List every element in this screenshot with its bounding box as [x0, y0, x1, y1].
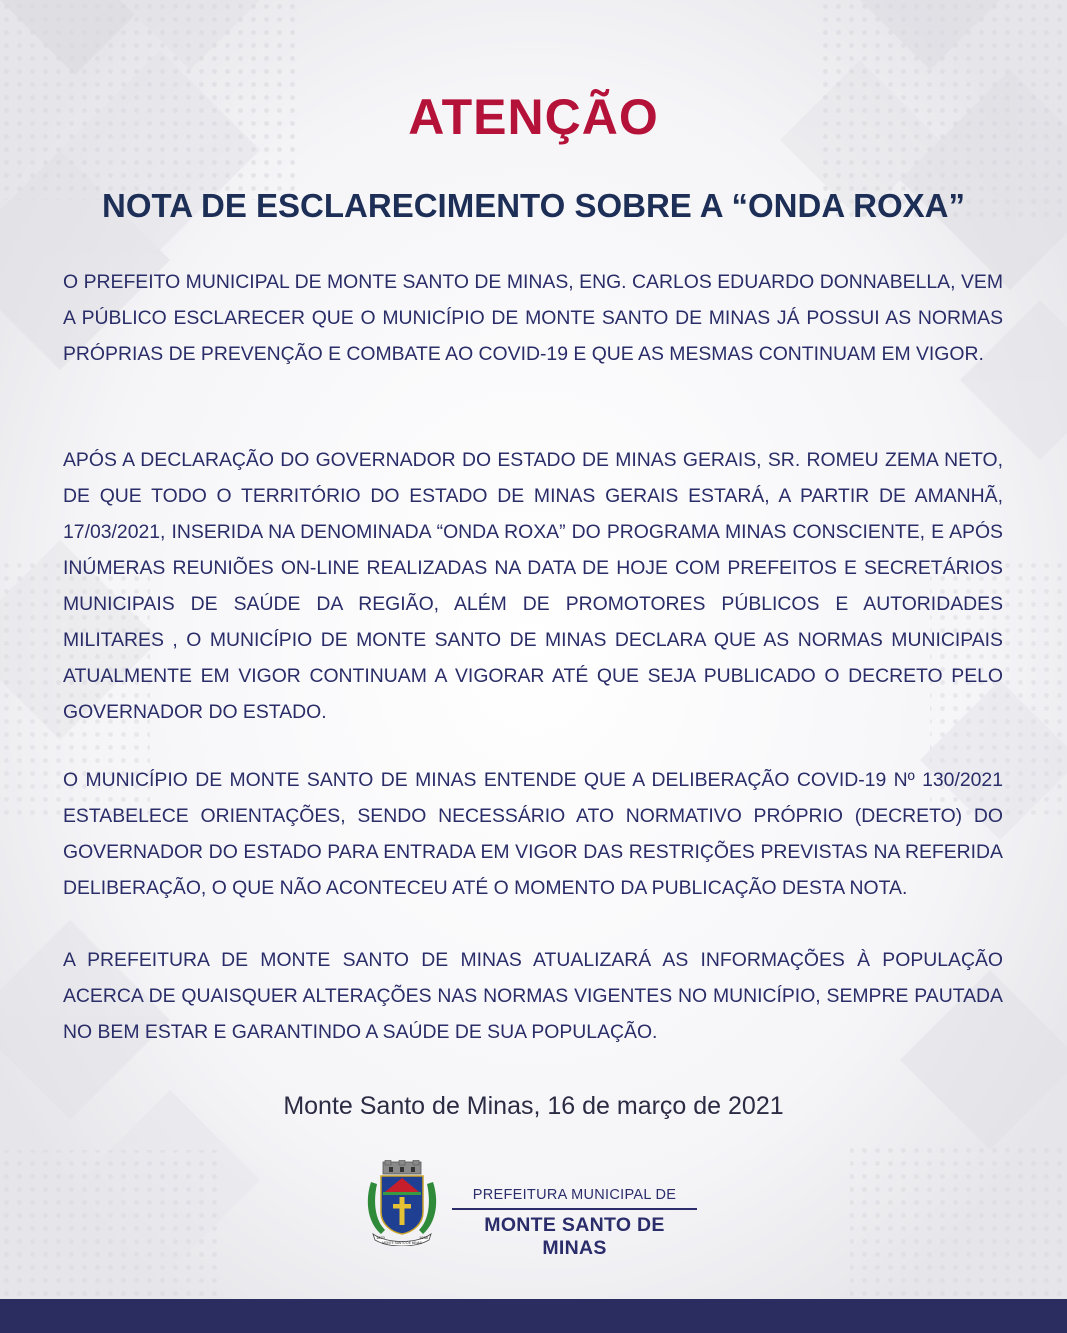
paragraph-3: O MUNICÍPIO DE MONTE SANTO DE MINAS ENTENDE QUE A DELIBERAÇÃO COVID-19 Nº 130/2021 ESTABELECE ORIENTAÇÕES, SENDO NECESSÁRIO ATO NORMATIVO PRÓPRIO (DECRETO) DO GOVERNADOR DO ESTADO PARA ENTRADA EM VIGOR DAS RESTRIÇÕES PREVISTAS NA REFERIDA DELIBERAÇÃO, O QUE NÃO ACONTECEU ATÉ O MOMENTO DA PUBLICAÇÃO DESTA NOTA. — [63, 769, 1003, 899]
logo-divider — [452, 1208, 697, 1210]
footer-bar — [0, 1299, 1067, 1333]
logo-line-2: MONTE SANTO DE MINAS — [484, 1213, 665, 1259]
crest-year-right: 1938 — [419, 1235, 428, 1240]
logo-line-1: PREFEITURA MUNICIPAL DE — [472, 1187, 677, 1203]
paragraph-1: O PREFEITO MUNICIPAL DE MONTE SANTO DE MINAS, ENG. CARLOS EDUARDO DONNABELLA, VEM A PÚBLICO ESCLARECER QUE O MUNICÍPIO DE MONTE SANTO DE MINAS JÁ POSSUI AS NORMAS PRÓPRIAS DE PREVENÇÃO E COMBATE AO COVID-19 E QUE AS MESMAS CONTINUAM EM VIGOR. — [63, 271, 1003, 365]
municipality-logo-text — [452, 1187, 697, 1260]
paragraph-2: APÓS A DECLARAÇÃO DO GOVERNADOR DO ESTADO DE MINAS GERAIS, SR. ROMEU ZEMA NETO, DE QUE TODO O TERRITÓRIO DO ESTADO DE MINAS GERAIS ESTARÁ, A PARTIR DE AMANHÃ, 17/03/2021, INSERIDA NA DENOMINADA “ONDA ROXA” DO PROGRAMA MINAS CONSCIENTE, E APÓS INÚMERAS REUNIÕES ON-LINE REALIZADAS NA DATA DE HOJE COM PREFEITOS E SECRETÁRIOS MUNICIPAIS DE SAÚDE DA REGIÃO, ALÉM DE PROMOTORES PÚBLICOS E AUTORIDADES MILITARES , O MUNICÍPIO DE MONTE SANTO DE MINAS DECLARA QUE AS NORMAS MUNICIPAIS ATUALMENTE EM VIGOR CONTINUAM A VIGORAR ATÉ QUE SEJA PUBLICADO O DECRETO PELO GOVERNADOR DO ESTADO. — [63, 449, 1003, 723]
attention-title: ATENÇÃO — [408, 89, 659, 145]
municipal-coat-of-arms-icon — [365, 1160, 439, 1246]
crest-year-left: 1870 — [376, 1235, 385, 1240]
crest-ribbon-text: MONTE SANTO DE MINAS — [382, 1241, 422, 1245]
paragraph-4: A PREFEITURA DE MONTE SANTO DE MINAS ATUALIZARÁ AS INFORMAÇÕES À POPULAÇÃO ACERCA DE QUAISQUER ALTERAÇÕES NAS NORMAS VIGENTES NO MUNICÍPIO, SEMPRE PAUTADA NO BEM ESTAR E GARANTINDO A SAÚDE DE SUA POPULAÇÃO. — [63, 949, 1003, 1043]
notice-subtitle: NOTA DE ESCLARECIMENTO SOBRE A “ONDA ROXA” — [102, 187, 965, 224]
dateline: Monte Santo de Minas, 16 de março de 2021 — [283, 1092, 784, 1120]
